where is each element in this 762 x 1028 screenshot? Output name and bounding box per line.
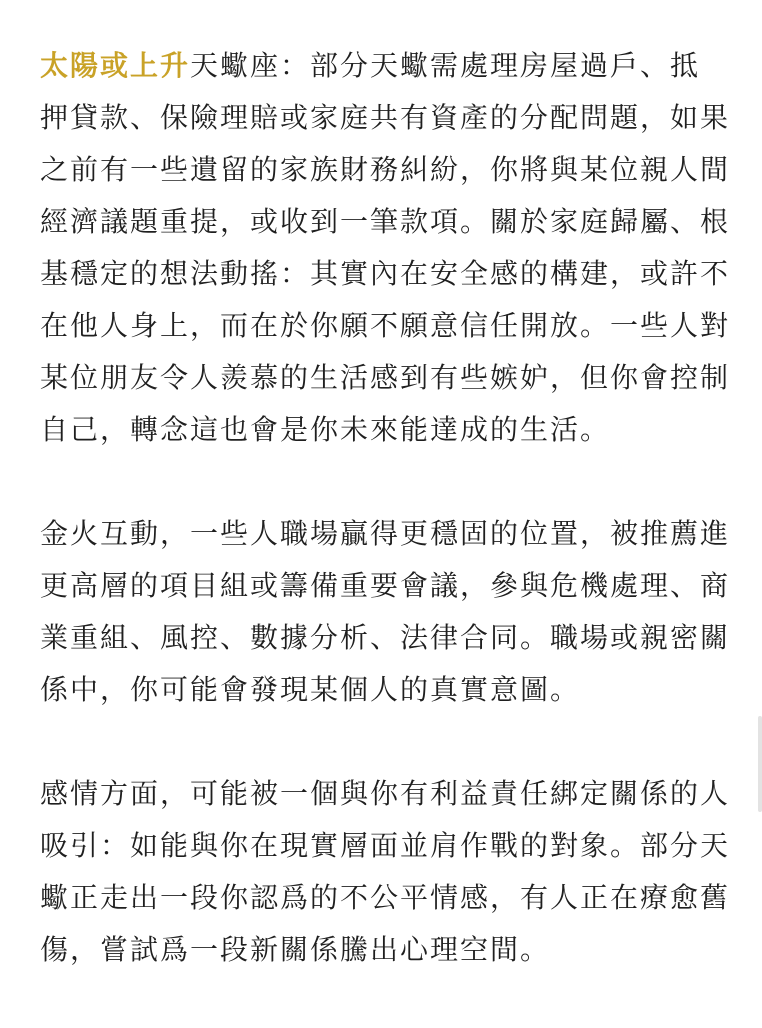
paragraph-love: 感情方面，可能被一個與你有利益責任綁定關係的人吸引：如能與你在現實層面並肩作戰的對象。部分天蠍正走出一段你認爲的不公平情感，有人正在療愈舊傷，嘗試爲一段新關係騰出心理空間。: [40, 777, 731, 966]
paragraph-career: 金火互動，一些人職場贏得更穩固的位置，被推薦進更高層的項目組或籌備重要會議，參與危機處理、商業重組、風控、數據分析、法律合同。職場或親密關係中，你可能會發現某個人的真實意圖。: [40, 517, 731, 706]
paragraph-scorpio-intro: [40, 40, 730, 456]
article-body: [40, 40, 730, 1028]
scrollbar-thumb[interactable]: [758, 716, 762, 812]
sign-highlight: 太陽或上升: [40, 49, 191, 82]
paragraph-1-text: 天蠍座：部分天蠍需處理房屋過戶、抵押貸款、保險理賠或家庭共有資產的分配問題，如果之前有一些遺留的家族財務糾紛，你將與某位親人間經濟議題重提，或收到一筆款項。關於家庭歸屬、根基穩定的想法動搖：其實內在安全感的構建，或許不在他人身上，而在於你願不願意信任開放。一些人對某位朋友令人羨慕的生活感到有些嫉妒，但你會控制自己，轉念這也會是你未來能達成的生活。: [40, 49, 731, 446]
